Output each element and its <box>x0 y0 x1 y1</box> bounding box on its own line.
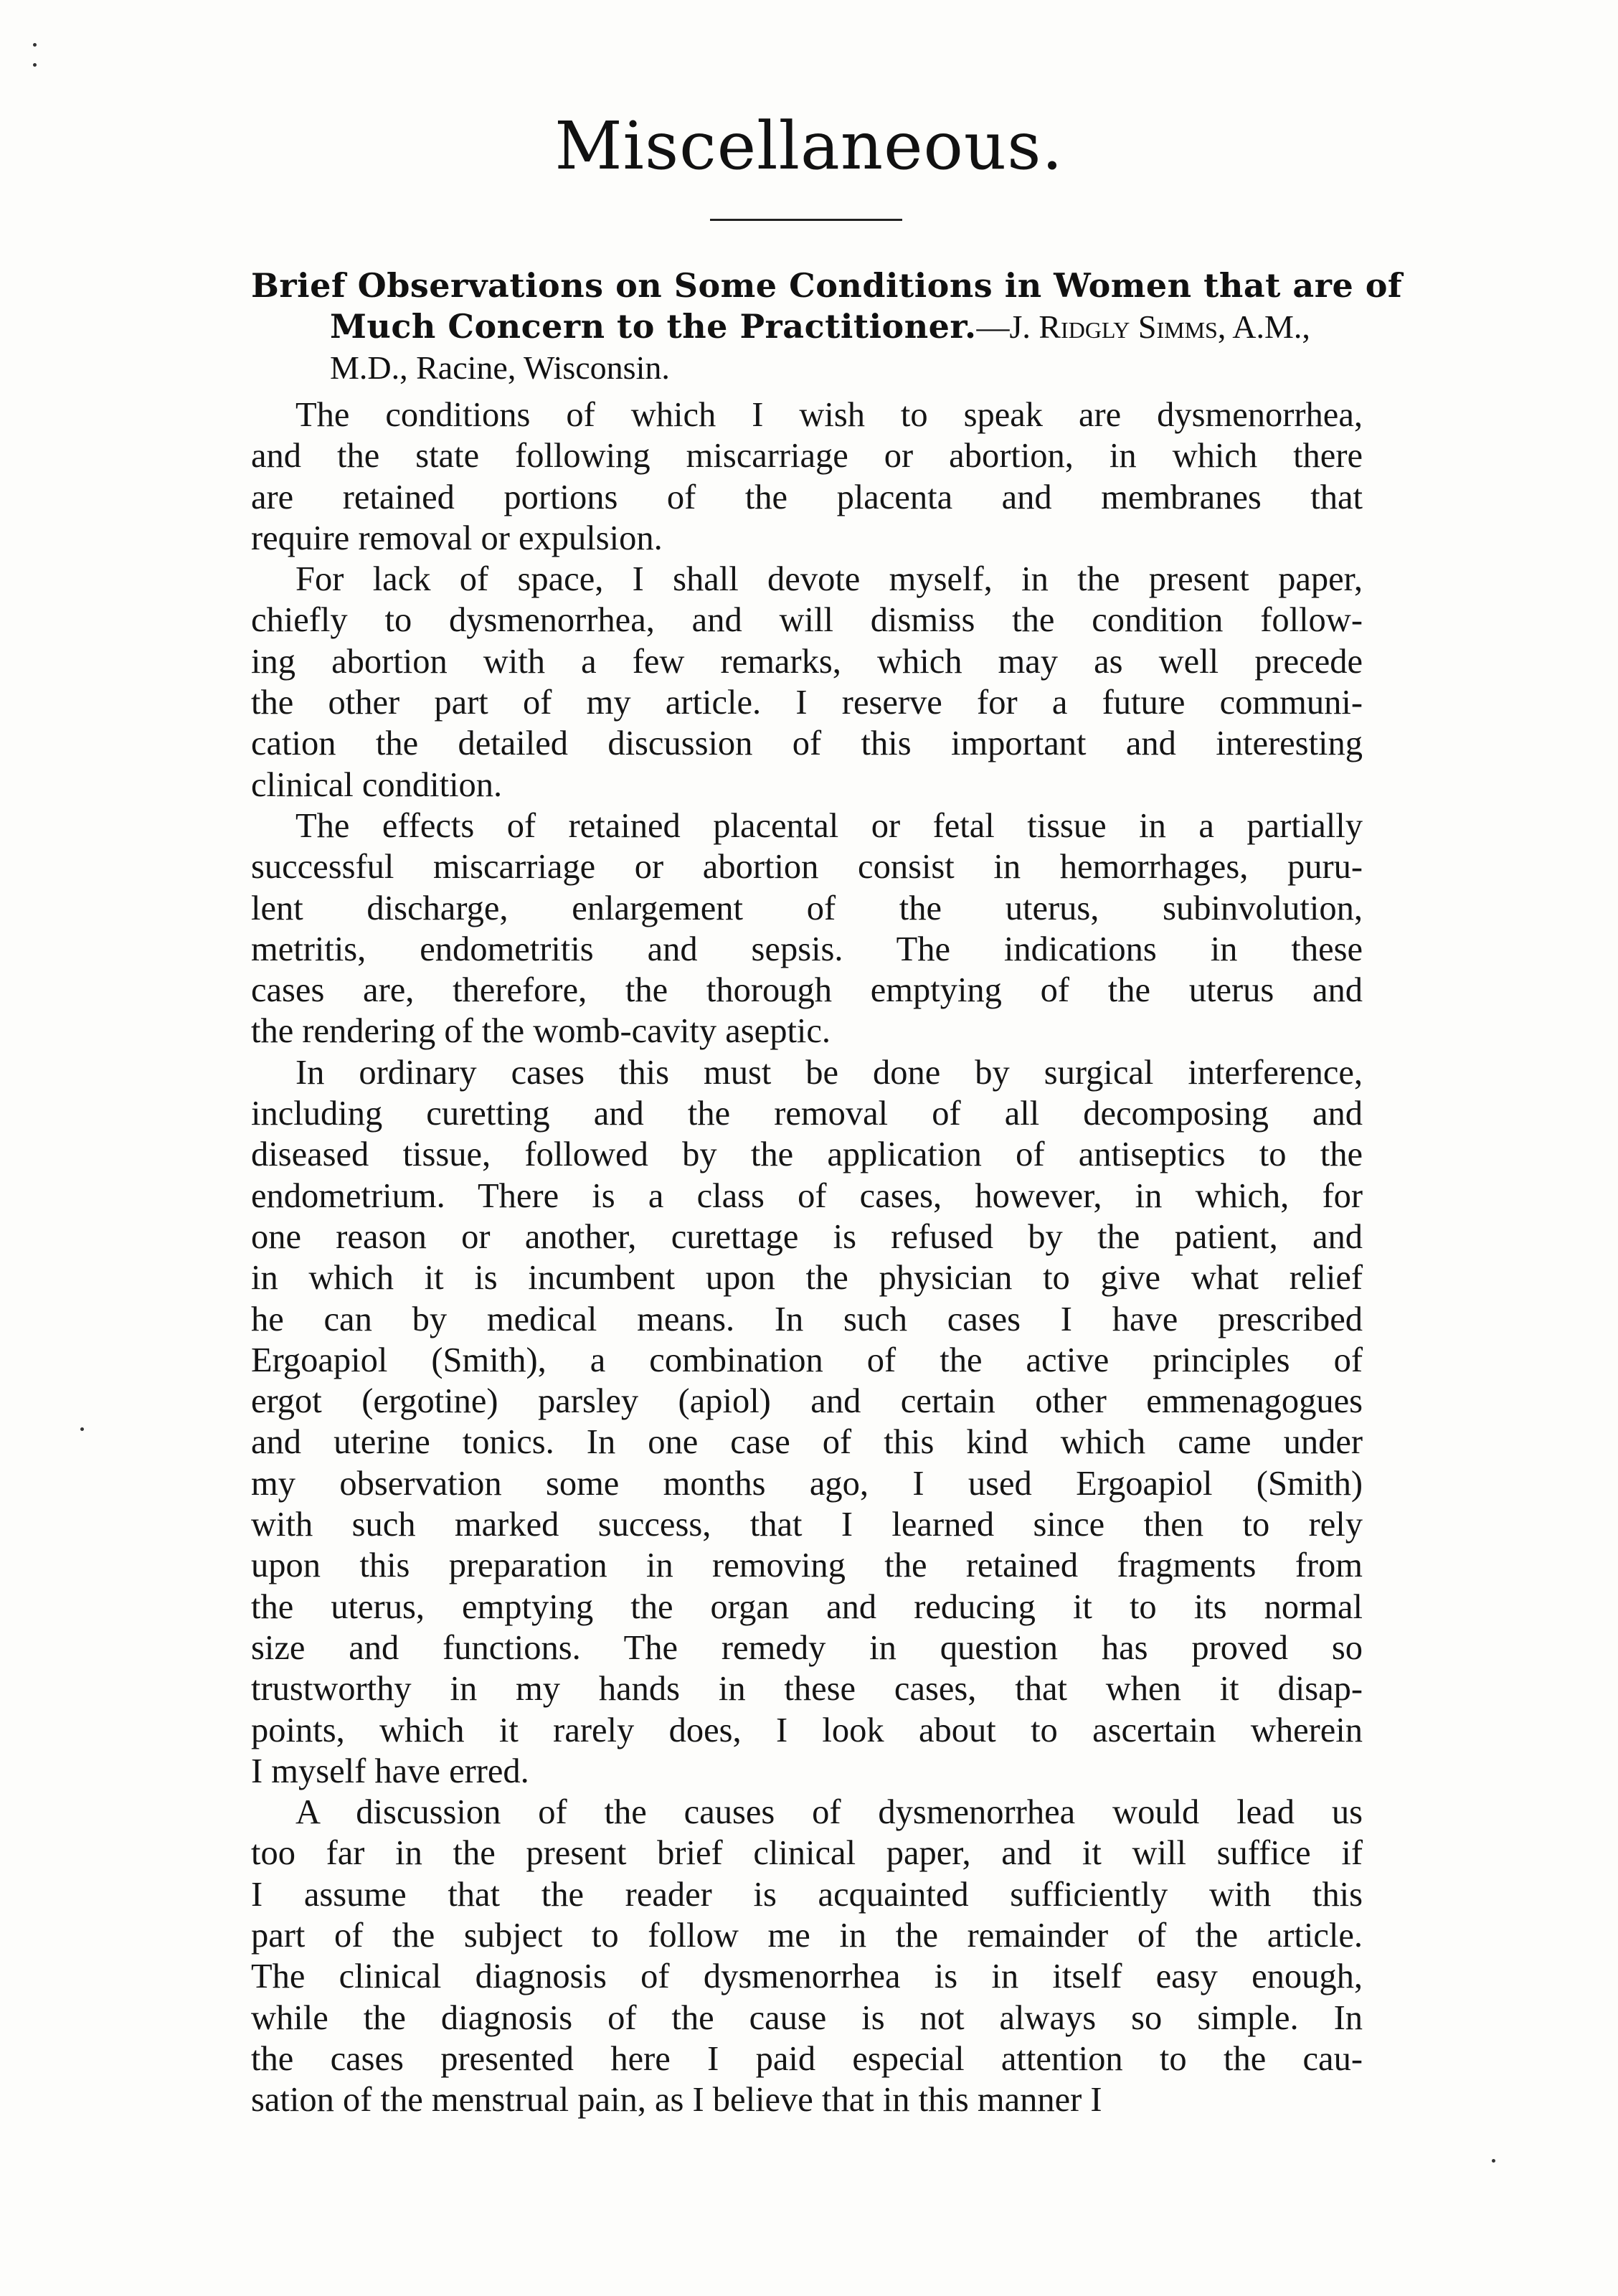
text-line: are retained portions of the placenta and membranes that <box>251 478 1363 516</box>
text-line: The conditions of which I wish to speak are dysmenorrhea, <box>295 396 1363 434</box>
text-line: upon this preparation in removing the retained fragments from <box>251 1546 1363 1585</box>
text-line: in which it is incumbent upon the physician to give what relief <box>251 1259 1363 1298</box>
text-line: successful miscarriage or abortion consist in hemorrhages, puru- <box>251 848 1363 887</box>
text-line: Ergoapiol (Smith), a combination of the active principles of <box>251 1341 1363 1379</box>
title-rule <box>710 219 902 221</box>
text-line: The clinical diagnosis of dysmenorrhea is in itself easy enough, <box>251 1957 1363 1996</box>
text-line: diseased tissue, followed by the application of antiseptics to the <box>251 1135 1363 1174</box>
text-line: require removal or expulsion. <box>251 519 663 557</box>
paragraph <box>251 1792 1363 2120</box>
article-title-line-2-text: Much Concern to the Practitioner. <box>330 307 977 346</box>
text-line: size and functions. The remedy in question has proved so <box>251 1628 1363 1667</box>
text-line: The effects of retained placental or fetal tissue in a partially <box>295 806 1363 845</box>
author-name: J. Ridgly Simms, A.M., <box>1009 308 1310 345</box>
author-dash: — <box>976 308 1010 345</box>
text-line: For lack of space, I shall devote myself, in the present paper, <box>295 560 1363 599</box>
text-line: ergot (ergotine) parsley (apiol) and certain other emmenagogues <box>251 1382 1363 1421</box>
paragraph <box>251 806 1363 1052</box>
text-line: chiefly to dysmenorrhea, and will dismiss the condition follow- <box>251 601 1363 640</box>
text-line: I assume that the reader is acquainted sufficiently with this <box>251 1875 1363 1914</box>
paragraph <box>251 559 1363 806</box>
text-line: the uterus, emptying the organ and reducing it to its normal <box>251 1587 1363 1626</box>
text-line: my observation some months ago, I used Ergoapiol (Smith) <box>251 1464 1363 1503</box>
margin-speck <box>80 1427 84 1431</box>
text-line: clinical condition. <box>251 765 503 804</box>
text-line: while the diagnosis of the cause is not always so simple. In <box>251 1998 1363 2037</box>
text-line: A discussion of the causes of dysmenorrhea would lead us <box>295 1793 1363 1832</box>
text-line: I myself have erred. <box>251 1752 529 1790</box>
article-heading <box>251 265 1403 388</box>
text-line: endometrium. There is a class of cases, however, in which, for <box>251 1176 1363 1215</box>
margin-speck <box>33 43 37 47</box>
margin-speck <box>33 63 37 67</box>
text-line: trustworthy in my hands in these cases, that when it disap- <box>251 1670 1363 1709</box>
article-title-line-1: Brief Observations on Some Conditions in Women that are of <box>251 266 1403 305</box>
text-line: ing abortion with a few remarks, which may as well precede <box>251 642 1363 681</box>
article-body <box>251 395 1363 2120</box>
text-line: sation of the menstrual pain, as I believe that in this manner I <box>251 2081 1102 2120</box>
paragraph <box>251 395 1363 559</box>
text-line: one reason or another, curettage is refused by the patient, and <box>251 1217 1363 1256</box>
text-line: metritis, endometritis and sepsis. The indications in these <box>251 930 1363 968</box>
text-line: including curetting and the removal of all decomposing and <box>251 1095 1363 1133</box>
text-line: and the state following miscarriage or abortion, in which there <box>251 437 1363 476</box>
text-line: lent discharge, enlargement of the uterus, subinvolution, <box>251 889 1363 927</box>
author-credentials: M.D., Racine, Wisconsin. <box>330 349 670 386</box>
article-title-line-2 <box>251 306 1363 347</box>
text-line: too far in the present brief clinical paper, and it will suffice if <box>251 1834 1363 1873</box>
section-title: Miscellaneous. <box>554 108 1064 184</box>
paragraph <box>251 1052 1363 1792</box>
margin-speck <box>1492 2159 1495 2163</box>
text-line: cases are, therefore, the thorough emptying of the uterus and <box>251 971 1363 1010</box>
text-line: he can by medical means. In such cases I have prescribed <box>251 1300 1363 1338</box>
text-line: the rendering of the womb-cavity aseptic. <box>251 1012 831 1051</box>
text-line: cation the detailed discussion of this important and interesting <box>251 724 1363 763</box>
text-line: points, which it rarely does, I look about to ascertain wherein <box>251 1711 1363 1749</box>
text-line: In ordinary cases this must be done by surgical interference, <box>295 1053 1363 1092</box>
text-line: with such marked success, that I learned since then to rely <box>251 1506 1363 1544</box>
text-line: and uterine tonics. In one case of this kind which came under <box>251 1423 1363 1462</box>
text-line: part of the subject to follow me in the remainder of the article. <box>251 1916 1363 1955</box>
text-line: the cases presented here I paid especial attention to the cau- <box>251 2039 1363 2078</box>
text-line: the other part of my article. I reserve for a future communi- <box>251 684 1363 722</box>
